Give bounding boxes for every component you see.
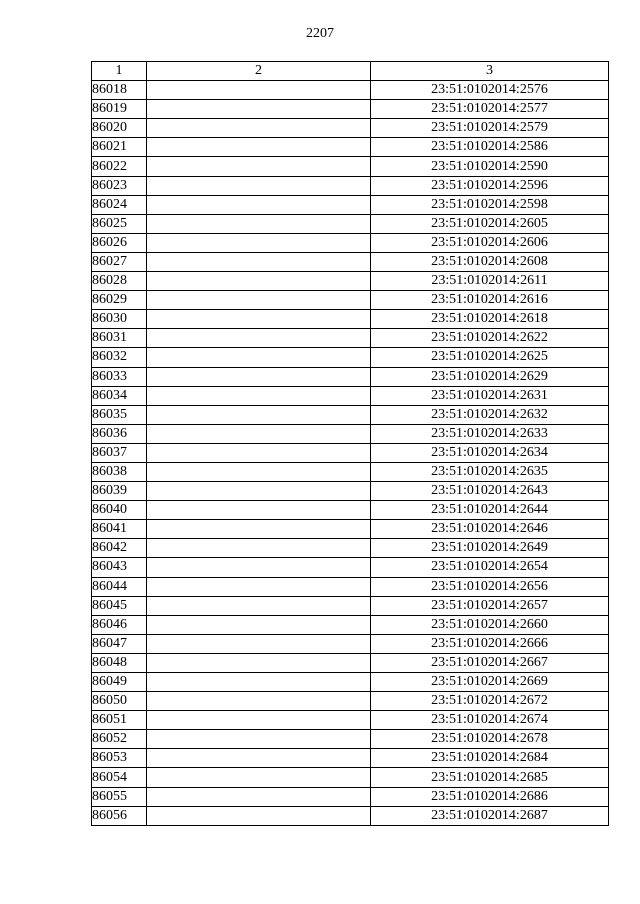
record-number-cell: 86036 <box>92 424 147 443</box>
column-2-cell <box>147 482 371 501</box>
table-row <box>92 195 609 214</box>
column-header-3: 3 <box>371 62 609 81</box>
cadastral-number-cell: 23:51:0102014:2618 <box>371 310 609 329</box>
column-2-cell <box>147 673 371 692</box>
column-2-cell <box>147 596 371 615</box>
cadastral-number-cell: 23:51:0102014:2674 <box>371 711 609 730</box>
cadastral-number-cell: 23:51:0102014:2576 <box>371 81 609 100</box>
table-row <box>92 692 609 711</box>
cadastral-number-cell: 23:51:0102014:2616 <box>371 291 609 310</box>
cadastral-number-cell: 23:51:0102014:2649 <box>371 539 609 558</box>
table-row <box>92 462 609 481</box>
column-2-cell <box>147 176 371 195</box>
record-number-cell: 86038 <box>92 462 147 481</box>
table-row <box>92 806 609 825</box>
column-2-cell <box>147 501 371 520</box>
record-number-cell: 86054 <box>92 768 147 787</box>
record-number-cell: 86039 <box>92 482 147 501</box>
record-number-cell: 86019 <box>92 100 147 119</box>
record-number-cell: 86040 <box>92 501 147 520</box>
cadastral-number-cell: 23:51:0102014:2625 <box>371 348 609 367</box>
record-number-cell: 86035 <box>92 405 147 424</box>
table-row <box>92 138 609 157</box>
record-number-cell: 86055 <box>92 787 147 806</box>
table-row <box>92 558 609 577</box>
table-row <box>92 157 609 176</box>
page-number: 2207 <box>306 26 334 41</box>
cadastral-number-cell: 23:51:0102014:2678 <box>371 730 609 749</box>
column-2-cell <box>147 653 371 672</box>
cadastral-number-cell: 23:51:0102014:2643 <box>371 482 609 501</box>
column-2-cell <box>147 405 371 424</box>
table-row <box>92 615 609 634</box>
record-number-cell: 86029 <box>92 291 147 310</box>
cadastral-number-cell: 23:51:0102014:2590 <box>371 157 609 176</box>
table-row <box>92 577 609 596</box>
record-number-cell: 86023 <box>92 176 147 195</box>
column-2-cell <box>147 272 371 291</box>
record-number-cell: 86053 <box>92 749 147 768</box>
record-number-cell: 86031 <box>92 329 147 348</box>
table-row <box>92 233 609 252</box>
table-header-row <box>92 62 609 81</box>
cadastral-number-cell: 23:51:0102014:2632 <box>371 405 609 424</box>
table-row <box>92 730 609 749</box>
cadastral-number-cell: 23:51:0102014:2629 <box>371 367 609 386</box>
cadastral-number-cell: 23:51:0102014:2634 <box>371 443 609 462</box>
table-row <box>92 386 609 405</box>
cadastral-number-cell: 23:51:0102014:2577 <box>371 100 609 119</box>
column-2-cell <box>147 195 371 214</box>
record-number-cell: 86056 <box>92 806 147 825</box>
record-number-cell: 86021 <box>92 138 147 157</box>
column-2-cell <box>147 138 371 157</box>
column-2-cell <box>147 692 371 711</box>
column-2-cell <box>147 711 371 730</box>
record-number-cell: 86041 <box>92 520 147 539</box>
table-row <box>92 81 609 100</box>
column-2-cell <box>147 119 371 138</box>
table-row <box>92 501 609 520</box>
column-2-cell <box>147 367 371 386</box>
table-row <box>92 787 609 806</box>
cadastral-number-cell: 23:51:0102014:2611 <box>371 272 609 291</box>
column-2-cell <box>147 329 371 348</box>
cadastral-number-cell: 23:51:0102014:2586 <box>371 138 609 157</box>
cadastral-number-cell: 23:51:0102014:2684 <box>371 749 609 768</box>
cadastral-number-cell: 23:51:0102014:2635 <box>371 462 609 481</box>
column-2-cell <box>147 615 371 634</box>
record-number-cell: 86042 <box>92 539 147 558</box>
column-2-cell <box>147 730 371 749</box>
record-number-cell: 86044 <box>92 577 147 596</box>
cadastral-number-cell: 23:51:0102014:2657 <box>371 596 609 615</box>
cadastral-number-cell: 23:51:0102014:2579 <box>371 119 609 138</box>
table-header <box>92 62 609 81</box>
table-row <box>92 424 609 443</box>
column-2-cell <box>147 100 371 119</box>
cadastral-number-cell: 23:51:0102014:2622 <box>371 329 609 348</box>
record-number-cell: 86050 <box>92 692 147 711</box>
column-2-cell <box>147 214 371 233</box>
table-body <box>92 81 609 826</box>
record-number-cell: 86025 <box>92 214 147 233</box>
record-number-cell: 86028 <box>92 272 147 291</box>
record-number-cell: 86027 <box>92 252 147 271</box>
cadastral-number-cell: 23:51:0102014:2660 <box>371 615 609 634</box>
record-number-cell: 86032 <box>92 348 147 367</box>
record-number-cell: 86046 <box>92 615 147 634</box>
column-2-cell <box>147 520 371 539</box>
table-row <box>92 539 609 558</box>
cadastral-number-cell: 23:51:0102014:2605 <box>371 214 609 233</box>
cadastral-number-cell: 23:51:0102014:2672 <box>371 692 609 711</box>
cadastral-number-cell: 23:51:0102014:2686 <box>371 787 609 806</box>
record-number-cell: 86047 <box>92 634 147 653</box>
table-row <box>92 634 609 653</box>
cadastral-number-cell: 23:51:0102014:2596 <box>371 176 609 195</box>
table-row <box>92 768 609 787</box>
cadastral-number-cell: 23:51:0102014:2656 <box>371 577 609 596</box>
record-number-cell: 86018 <box>92 81 147 100</box>
column-2-cell <box>147 749 371 768</box>
cadastral-number-cell: 23:51:0102014:2608 <box>371 252 609 271</box>
table-row <box>92 329 609 348</box>
column-2-cell <box>147 462 371 481</box>
column-2-cell <box>147 787 371 806</box>
table-row <box>92 367 609 386</box>
column-2-cell <box>147 157 371 176</box>
table-row <box>92 119 609 138</box>
data-table <box>91 61 609 826</box>
column-2-cell <box>147 252 371 271</box>
table-row <box>92 711 609 730</box>
cadastral-number-cell: 23:51:0102014:2598 <box>371 195 609 214</box>
cadastral-number-cell: 23:51:0102014:2669 <box>371 673 609 692</box>
column-2-cell <box>147 424 371 443</box>
table-row <box>92 673 609 692</box>
record-number-cell: 86048 <box>92 653 147 672</box>
table-row <box>92 272 609 291</box>
column-2-cell <box>147 233 371 252</box>
table-row <box>92 252 609 271</box>
cadastral-number-cell: 23:51:0102014:2667 <box>371 653 609 672</box>
column-2-cell <box>147 577 371 596</box>
record-number-cell: 86034 <box>92 386 147 405</box>
table-row <box>92 100 609 119</box>
record-number-cell: 86022 <box>92 157 147 176</box>
cadastral-number-cell: 23:51:0102014:2654 <box>371 558 609 577</box>
column-2-cell <box>147 558 371 577</box>
column-2-cell <box>147 81 371 100</box>
cadastral-number-cell: 23:51:0102014:2606 <box>371 233 609 252</box>
cadastral-number-cell: 23:51:0102014:2685 <box>371 768 609 787</box>
cadastral-number-cell: 23:51:0102014:2633 <box>371 424 609 443</box>
column-2-cell <box>147 386 371 405</box>
column-2-cell <box>147 443 371 462</box>
table-row <box>92 520 609 539</box>
record-number-cell: 86051 <box>92 711 147 730</box>
column-2-cell <box>147 348 371 367</box>
table-row <box>92 405 609 424</box>
cadastral-number-cell: 23:51:0102014:2666 <box>371 634 609 653</box>
record-number-cell: 86037 <box>92 443 147 462</box>
record-number-cell: 86030 <box>92 310 147 329</box>
column-header-2: 2 <box>147 62 371 81</box>
column-2-cell <box>147 539 371 558</box>
table-row <box>92 749 609 768</box>
record-number-cell: 86045 <box>92 596 147 615</box>
cadastral-number-cell: 23:51:0102014:2644 <box>371 501 609 520</box>
record-number-cell: 86033 <box>92 367 147 386</box>
column-2-cell <box>147 634 371 653</box>
cadastral-number-cell: 23:51:0102014:2687 <box>371 806 609 825</box>
table-row <box>92 176 609 195</box>
table-row <box>92 310 609 329</box>
record-number-cell: 86049 <box>92 673 147 692</box>
table-row <box>92 653 609 672</box>
table-row <box>92 482 609 501</box>
cadastral-number-cell: 23:51:0102014:2646 <box>371 520 609 539</box>
record-number-cell: 86026 <box>92 233 147 252</box>
record-number-cell: 86024 <box>92 195 147 214</box>
column-2-cell <box>147 310 371 329</box>
column-2-cell <box>147 806 371 825</box>
table-row <box>92 214 609 233</box>
column-2-cell <box>147 768 371 787</box>
table-row <box>92 443 609 462</box>
table-row <box>92 291 609 310</box>
column-header-1: 1 <box>92 62 147 81</box>
table-row <box>92 348 609 367</box>
record-number-cell: 86020 <box>92 119 147 138</box>
column-2-cell <box>147 291 371 310</box>
table-row <box>92 596 609 615</box>
record-number-cell: 86043 <box>92 558 147 577</box>
cadastral-number-cell: 23:51:0102014:2631 <box>371 386 609 405</box>
record-number-cell: 86052 <box>92 730 147 749</box>
